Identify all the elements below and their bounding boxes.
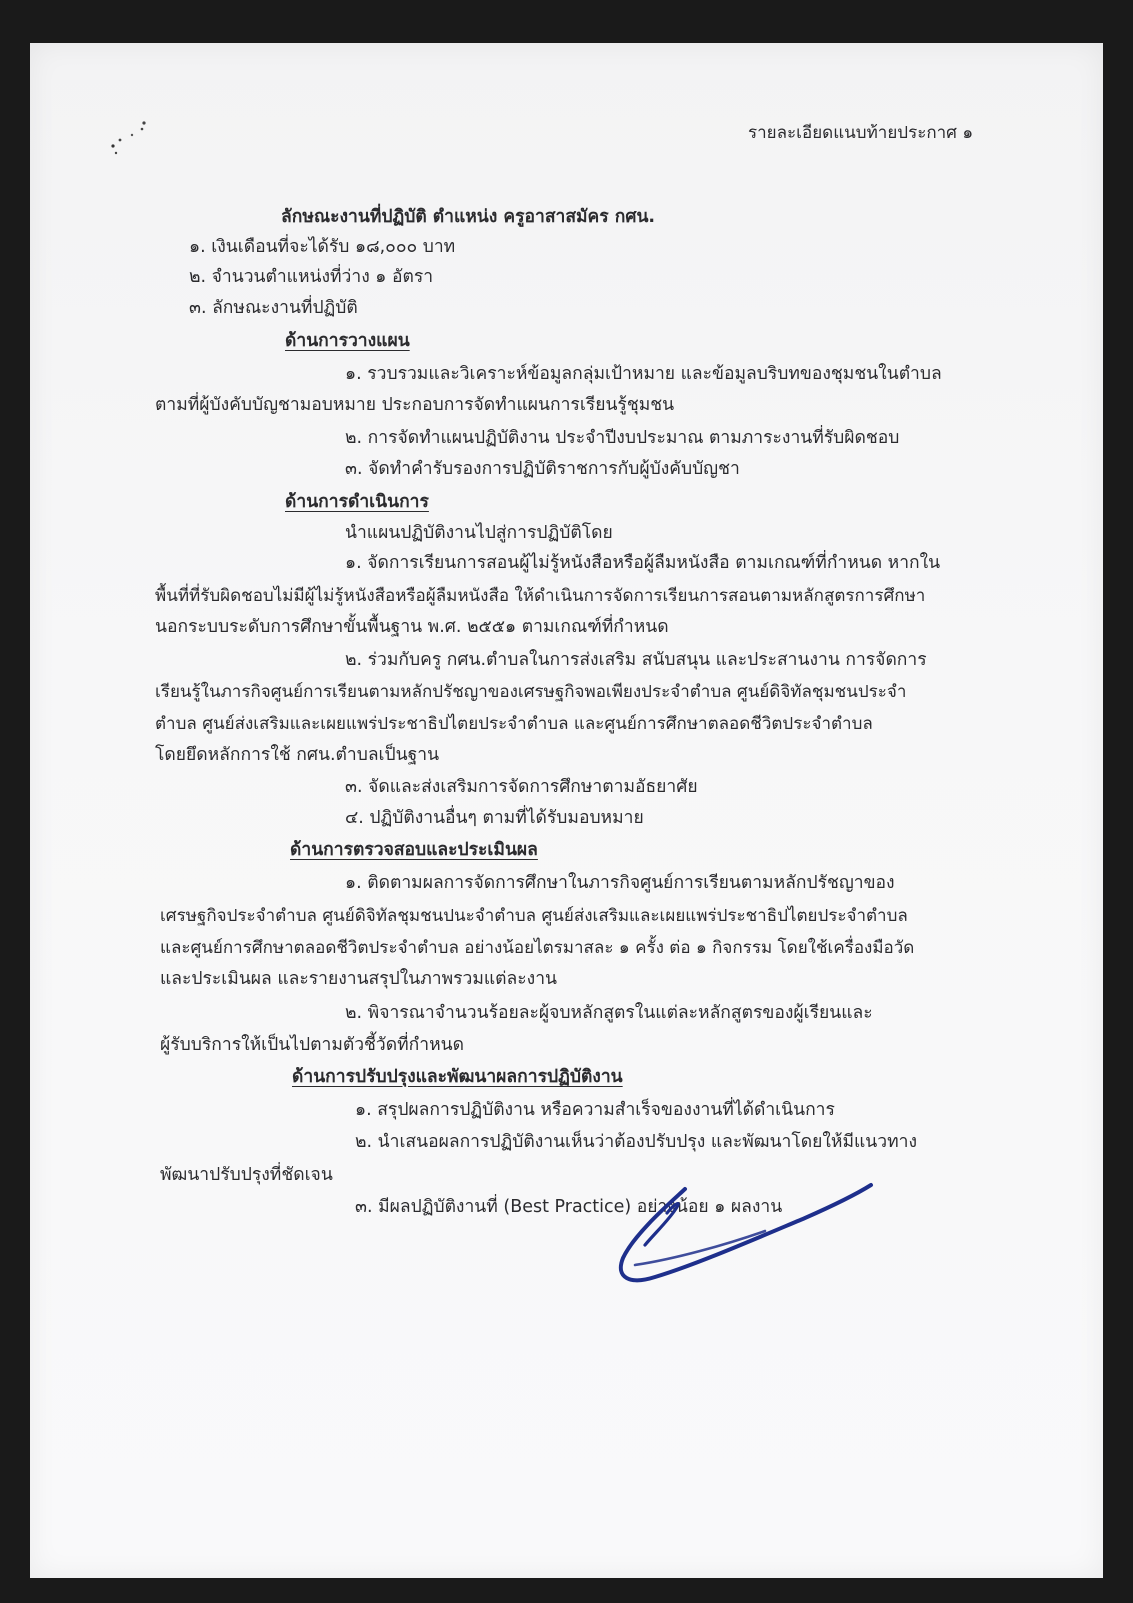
evaluation-item-1-cont2: และศูนย์การศึกษาตลอดชีวิตประจำตำบล อย่างน้อยไตรมาสละ ๑ ครั้ง ต่อ ๑ กิจกรรม โดยใช้เครื่องมือวัด bbox=[160, 938, 915, 958]
operation-item-1-cont2: นอกระบบระดับการศึกษาขั้นพื้นฐาน พ.ศ. ๒๕๕๑ ตามเกณฑ์ที่กำหนด bbox=[155, 617, 669, 637]
operation-item-3: ๓. จัดและส่งเสริมการจัดการศึกษาตามอัธยาศัย bbox=[345, 777, 698, 797]
operation-item-2-cont2: ตำบล ศูนย์ส่งเสริมและเผยแพร่ประชาธิปไตยประจำตำบล และศูนย์การศึกษาตลอดชีวิตประจำตำบล bbox=[155, 714, 873, 734]
operation-item-4: ๔. ปฏิบัติงานอื่นๆ ตามที่ได้รับมอบหมาย bbox=[345, 808, 644, 828]
operation-item-1: ๑. จัดการเรียนการสอนผู้ไม่รู้หนังสือหรือผู้ลืมหนังสือ ตามเกณฑ์ที่กำหนด หากใน bbox=[345, 553, 941, 573]
section-heading-planning: ด้านการวางแผน bbox=[285, 331, 410, 351]
planning-item-1: ๑. รวบรวมและวิเคราะห์ข้อมูลกลุ่มเป้าหมาย และข้อมูลบริบทของชุมชนในตำบล bbox=[345, 364, 942, 384]
operation-intro: นำแผนปฏิบัติงานไปสู่การปฏิบัติโดย bbox=[345, 523, 613, 543]
improvement-item-1: ๑. สรุปผลการปฏิบัติงาน หรือความสำเร็จของงานที่ได้ดำเนินการ bbox=[355, 1100, 835, 1120]
evaluation-item-2: ๒. พิจารณาจำนวนร้อยละผู้จบหลักสูตรในแต่ละหลักสูตรของผู้เรียนและ bbox=[345, 1003, 873, 1023]
operation-item-2-cont: เรียนรู้ในภารกิจศูนย์การเรียนตามหลักปรัชญาของเศรษฐกิจพอเพียงประจำตำบล ศูนย์ดิจิทัลชุมชนประจำ bbox=[155, 682, 907, 702]
operation-item-1-cont: พื้นที่ที่รับผิดชอบไม่มีผู้ไม่รู้หนังสือหรือผู้ลืมหนังสือ ให้ดำเนินการจัดการเรียนการสอนตามหลักสูตรการศึกษา bbox=[155, 586, 926, 606]
evaluation-item-1: ๑. ติดตามผลการจัดการศึกษาในภารกิจศูนย์การเรียนตามหลักปรัชญาของ bbox=[345, 873, 895, 893]
operation-item-2-cont3: โดยยึดหลักการใช้ กศน.ตำบลเป็นฐาน bbox=[155, 745, 440, 765]
section-heading-operation: ด้านการดำเนินการ bbox=[285, 492, 429, 512]
improvement-item-3: ๓. มีผลปฏิบัติงานที่ (Best Practice) อย่างน้อย ๑ ผลงาน bbox=[355, 1197, 783, 1217]
section-heading-improvement: ด้านการปรับปรุงและพัฒนาผลการปฏิบัติงาน bbox=[292, 1067, 623, 1087]
planning-item-1-cont: ตามที่ผู้บังคับบัญชามอบหมาย ประกอบการจัดทำแผนการเรียนรู้ชุมชน bbox=[155, 395, 675, 415]
handwritten-signature bbox=[615, 1173, 875, 1303]
operation-item-2: ๒. ร่วมกับครู กศน.ตำบลในการส่งเสริม สนับสนุน และประสานงาน การจัดการ bbox=[345, 650, 927, 670]
evaluation-item-2-cont: ผู้รับบริการให้เป็นไปตามตัวชี้วัดที่กำหนด bbox=[160, 1035, 464, 1055]
improvement-item-2-cont: พัฒนาปรับปรุงที่ชัดเจน bbox=[160, 1165, 333, 1185]
planning-item-2: ๒. การจัดทำแผนปฏิบัติงาน ประจำปีงบประมาณ ตามภาระงานที่รับผิดชอบ bbox=[345, 428, 900, 448]
attachment-reference: รายละเอียดแนบท้ายประกาศ ๑ bbox=[748, 123, 974, 143]
document-title: ลักษณะงานที่ปฏิบัติ ตำแหน่ง ครูอาสาสมัคร กศน. bbox=[281, 207, 656, 227]
evaluation-item-1-cont3: และประเมินผล และรายงานสรุปในภาพรวมแต่ละงาน bbox=[160, 969, 558, 989]
summary-salary: ๑. เงินเดือนที่จะได้รับ ๑๘,๐๐๐ บาท bbox=[189, 237, 456, 257]
summary-vacancies: ๒. จำนวนตำแหน่งที่ว่าง ๑ อัตรา bbox=[189, 267, 434, 287]
evaluation-item-1-cont: เศรษฐกิจประจำตำบล ศูนย์ดิจิทัลชุมชนปนะจำตำบล ศูนย์ส่งเสริมและเผยแพร่ประชาธิปไตยประจำตำบล bbox=[160, 906, 908, 926]
document-body bbox=[30, 43, 1103, 1578]
improvement-item-2: ๒. นำเสนอผลการปฏิบัติงานเห็นว่าต้องปรับปรุง และพัฒนาโดยให้มีแนวทาง bbox=[355, 1132, 917, 1152]
document-page bbox=[30, 43, 1103, 1578]
planning-item-3: ๓. จัดทำคำรับรองการปฏิบัติราชการกับผู้บังคับบัญชา bbox=[345, 459, 740, 479]
section-heading-evaluation: ด้านการตรวจสอบและประเมินผล bbox=[290, 840, 538, 860]
summary-duties: ๓. ลักษณะงานที่ปฏิบัติ bbox=[189, 298, 358, 318]
